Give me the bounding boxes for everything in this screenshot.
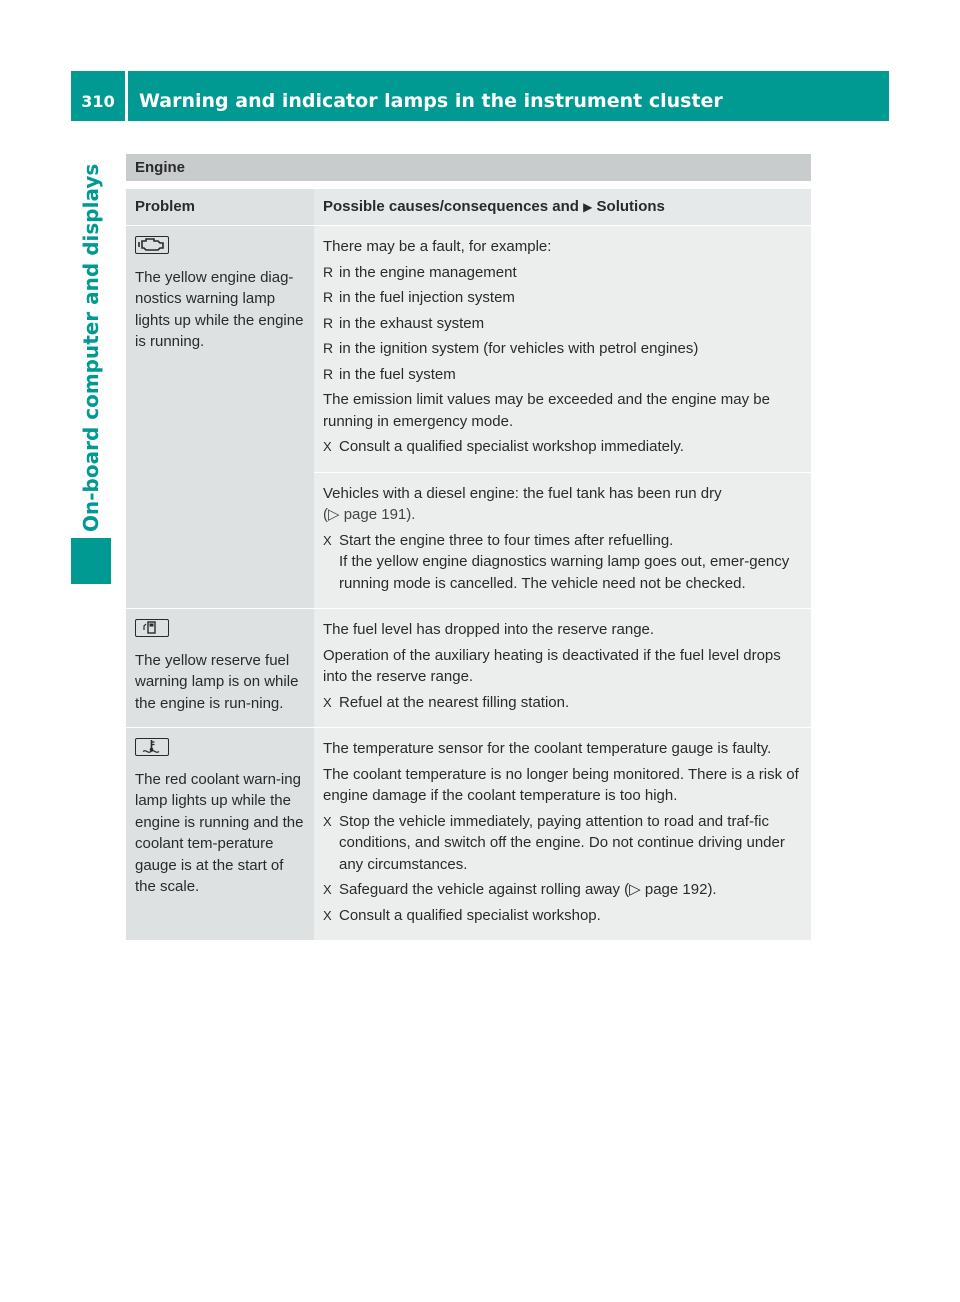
- action-marker: X: [323, 907, 332, 923]
- action-marker: X: [323, 813, 332, 829]
- bullet-marker: R: [323, 365, 334, 382]
- action-marker: X: [323, 882, 332, 897]
- column-header-solutions-label: Solutions: [596, 198, 665, 215]
- table-row: [126, 727, 811, 940]
- bullet-marker: R: [323, 340, 334, 356]
- action-text: Refuel at the nearest filling station.: [339, 693, 570, 711]
- action-text: Safeguard the vehicle against rolling away (▷ page 192).: [339, 881, 717, 898]
- list-item: [323, 262, 805, 284]
- table-header-row: [126, 189, 811, 225]
- problem-text: The yellow engine diag-nostics warning lamp lights up while the engine is running.: [135, 268, 304, 350]
- action-item: [323, 905, 805, 927]
- action-text: Start the engine three to four times after refuelling.: [339, 531, 674, 549]
- solutions-cell: [314, 728, 811, 940]
- problem-cell: [126, 728, 314, 940]
- page-title: Warning and indicator lamps in the instrument cluster: [139, 90, 723, 112]
- cause-intro: There may be a fault, for example:: [323, 238, 552, 255]
- list-item: [323, 364, 805, 386]
- action-item: [323, 436, 805, 458]
- solutions-cell: [314, 226, 811, 608]
- problem-text: The red coolant warn-ing lamp lights up while the engine is running and the coolant tem-perature gauge is at the start of the scale.: [135, 770, 304, 895]
- solution-block: [314, 472, 811, 609]
- cause-text: The temperature sensor for the coolant temperature gauge is faulty.: [323, 740, 772, 757]
- arrow-right-icon: ▶: [583, 200, 593, 214]
- header-divider: [125, 71, 128, 121]
- coolant-temperature-icon: [135, 738, 169, 756]
- chapter-marker-block: [71, 538, 111, 584]
- cause-text: [323, 483, 805, 526]
- action-item: [323, 530, 805, 595]
- list-item-text: in the exhaust system: [339, 314, 485, 332]
- list-item: [323, 313, 805, 335]
- consequence-text: The emission limit values may be exceeded and the engine may be running in emergency mode.: [323, 391, 770, 430]
- action-text: Consult a qualified specialist workshop.: [339, 906, 601, 924]
- table-row: [126, 608, 811, 727]
- solutions-cell: [314, 609, 811, 727]
- chapter-side-tab: [71, 152, 111, 584]
- problem-text: The yellow reserve fuel warning lamp is on while the engine is run-ning.: [135, 651, 299, 712]
- list-item-text: in the engine management: [339, 263, 517, 281]
- cause-intro: Vehicles with a diesel engine: the fuel tank has been run dry: [323, 484, 722, 502]
- action-item: [323, 879, 805, 901]
- solution-block: [314, 609, 811, 727]
- action-marker: X: [323, 532, 332, 548]
- consequence-text: Operation of the auxiliary heating is deactivated if the fuel level drops into the reserve range.: [323, 646, 781, 685]
- action-text: Consult a qualified specialist workshop immediately.: [339, 438, 684, 455]
- column-header-solutions-text: Possible causes/consequences and: [323, 198, 579, 215]
- action-marker: X: [323, 694, 332, 710]
- page-reference-link[interactable]: (▷ page 191).: [323, 506, 416, 523]
- engine-diagnostics-icon: [135, 236, 169, 254]
- action-text: Stop the vehicle immediately, paying attention to road and traf-fic conditions, and switch off the engine. Do not continue driving under any circumstances.: [339, 812, 785, 873]
- chapter-label: On-board computer and displays: [79, 163, 103, 532]
- list-item: [323, 287, 805, 309]
- list-item: [323, 338, 805, 360]
- page-header: [71, 71, 889, 121]
- solution-block: [314, 226, 811, 472]
- cause-text: The fuel level has dropped into the reserve range.: [323, 621, 655, 638]
- section-title: Engine: [126, 154, 811, 181]
- list-item-text: in the fuel system: [339, 365, 456, 383]
- action-marker: X: [323, 439, 332, 454]
- bullet-marker: R: [323, 314, 334, 331]
- engine-table: [126, 154, 811, 940]
- consequence-text: The coolant temperature is no longer being monitored. There is a risk of engine damage if the coolant temperature is too high.: [323, 765, 799, 804]
- list-item-text: in the fuel injection system: [339, 289, 515, 306]
- column-header-solutions: [314, 189, 811, 225]
- page-number: 310: [81, 92, 115, 111]
- action-item: [323, 811, 805, 876]
- solution-block: [314, 728, 811, 940]
- problem-cell: [126, 609, 314, 727]
- column-header-problem: Problem: [126, 189, 314, 225]
- table-row: [126, 225, 811, 608]
- bullet-marker: R: [323, 289, 334, 305]
- action-item: [323, 692, 805, 714]
- problem-cell: [126, 226, 314, 608]
- fuel-pump-icon: [135, 619, 169, 637]
- list-item-text: in the ignition system (for vehicles with petrol engines): [339, 340, 699, 357]
- bullet-marker: R: [323, 263, 334, 280]
- action-note: If the yellow engine diagnostics warning lamp goes out, emer-gency running mode is cancelled. The vehicle need not be checked.: [339, 553, 790, 592]
